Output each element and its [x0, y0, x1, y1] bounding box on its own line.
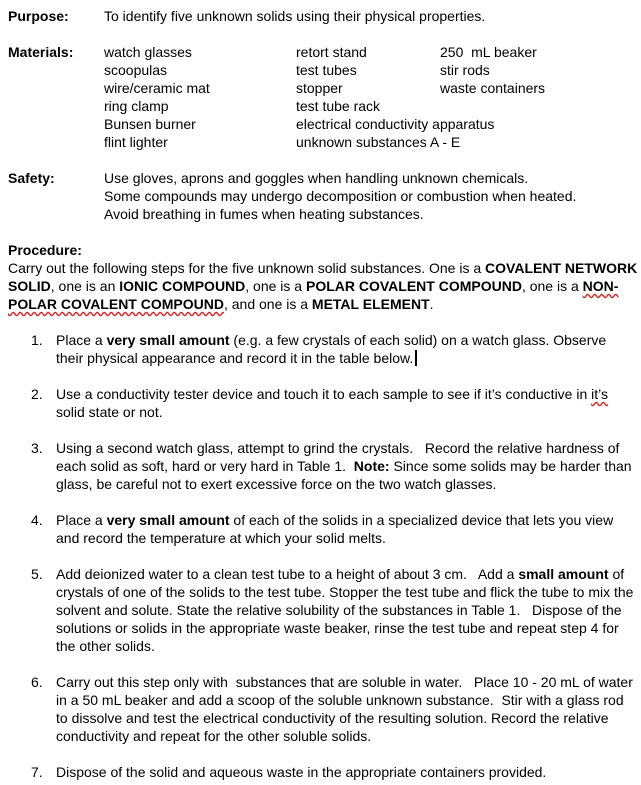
safety-line: Some compounds may undergo decomposition or combustion when heated.	[104, 188, 577, 204]
material-item: 250 mL beaker	[440, 44, 537, 60]
material-item: watch glasses	[104, 44, 192, 60]
procedure-intro: Carry out the following steps for the five unknown solid substances. One is a COVALENT NETWORK SOLID, one is an IONIC COMPOUND, one is a POLAR COVALENT COMPOUND, one is a NON-POLAR COVALENT COMPOUND, and one is a METAL ELEMENT.	[8, 260, 638, 312]
material-item: waste containers	[440, 80, 546, 96]
materials-label: Materials:	[8, 44, 74, 60]
safety-line: Avoid breathing in fumes when heating substances.	[104, 206, 424, 222]
text-cursor	[415, 350, 417, 366]
material-item: retort stand	[296, 44, 367, 60]
step-number: 4.	[31, 512, 43, 528]
material-item: unknown substances A - E	[296, 134, 461, 150]
material-item: stir rods	[440, 62, 490, 78]
material-item: flint lighter	[104, 134, 168, 150]
procedure-label: Procedure:	[8, 242, 82, 258]
material-item: wire/ceramic mat	[104, 80, 210, 96]
step-number: 3.	[31, 440, 43, 456]
material-item: electrical conductivity apparatus	[296, 116, 495, 132]
material-item: test tube rack	[296, 98, 381, 114]
step-text: Dispose of the solid and aqueous waste in the appropriate containers provided.	[56, 764, 547, 780]
step-text: Use a conductivity tester device and touch it to each sample to see if it’s conductive in it’s solid state or not.	[56, 386, 608, 420]
step-text: Using a second watch glass, attempt to grind the crystals. Record the relative hardness of each solid as soft, hard or very hard in Table 1. Note: Since some solids may be harder than glass, be careful not to exert excessive force on the two watch glasses.	[56, 440, 636, 492]
step-text: Carry out this step only with substances that are soluble in water. Place 10 - 20 mL of water in a 50 mL beaker and add a scoop of the soluble unknown substance. Stir with a glass rod to dissolve and test the electrical conductivity of the resulting solution. Record the relative conductivity and repeat for the other soluble solids.	[56, 674, 637, 744]
material-item: stopper	[296, 80, 343, 96]
step-text[interactable]: Place a very small amount (e.g. a few crystals of each solid) on a watch glass. Observe their physical appearance and record it in the table below.	[56, 332, 607, 366]
step-number: 2.	[31, 386, 43, 402]
step-number: 5.	[31, 566, 43, 582]
material-item: scoopulas	[104, 62, 168, 78]
step-text: Add deionized water to a clean test tube to a height of about 3 cm. Add a small amount of crystals of one of the solids to the test tube. Stopper the test tube and flick the tube to mix the solvent and solute. State the relative solubility of the substances in Table 1. Dispose of the solutions or solids in the appropriate waste beaker, rinse the test tube and repeat step 4 for the other solids.	[56, 566, 638, 654]
material-item: ring clamp	[104, 98, 169, 114]
material-item: Bunsen burner	[104, 116, 196, 132]
step-number: 6.	[31, 674, 43, 690]
purpose-label: Purpose:	[8, 8, 69, 24]
purpose-text: To identify five unknown solids using their physical properties.	[104, 8, 486, 24]
safety-line: Use gloves, aprons and goggles when handling unknown chemicals.	[104, 170, 529, 186]
material-item: test tubes	[296, 62, 357, 78]
safety-label: Safety:	[8, 170, 55, 186]
step-text: Place a very small amount of each of the solids in a specialized device that lets you view and record the temperature at which your solid melts.	[56, 512, 614, 546]
step-number: 7.	[31, 764, 43, 780]
step-number: 1.	[31, 332, 43, 348]
